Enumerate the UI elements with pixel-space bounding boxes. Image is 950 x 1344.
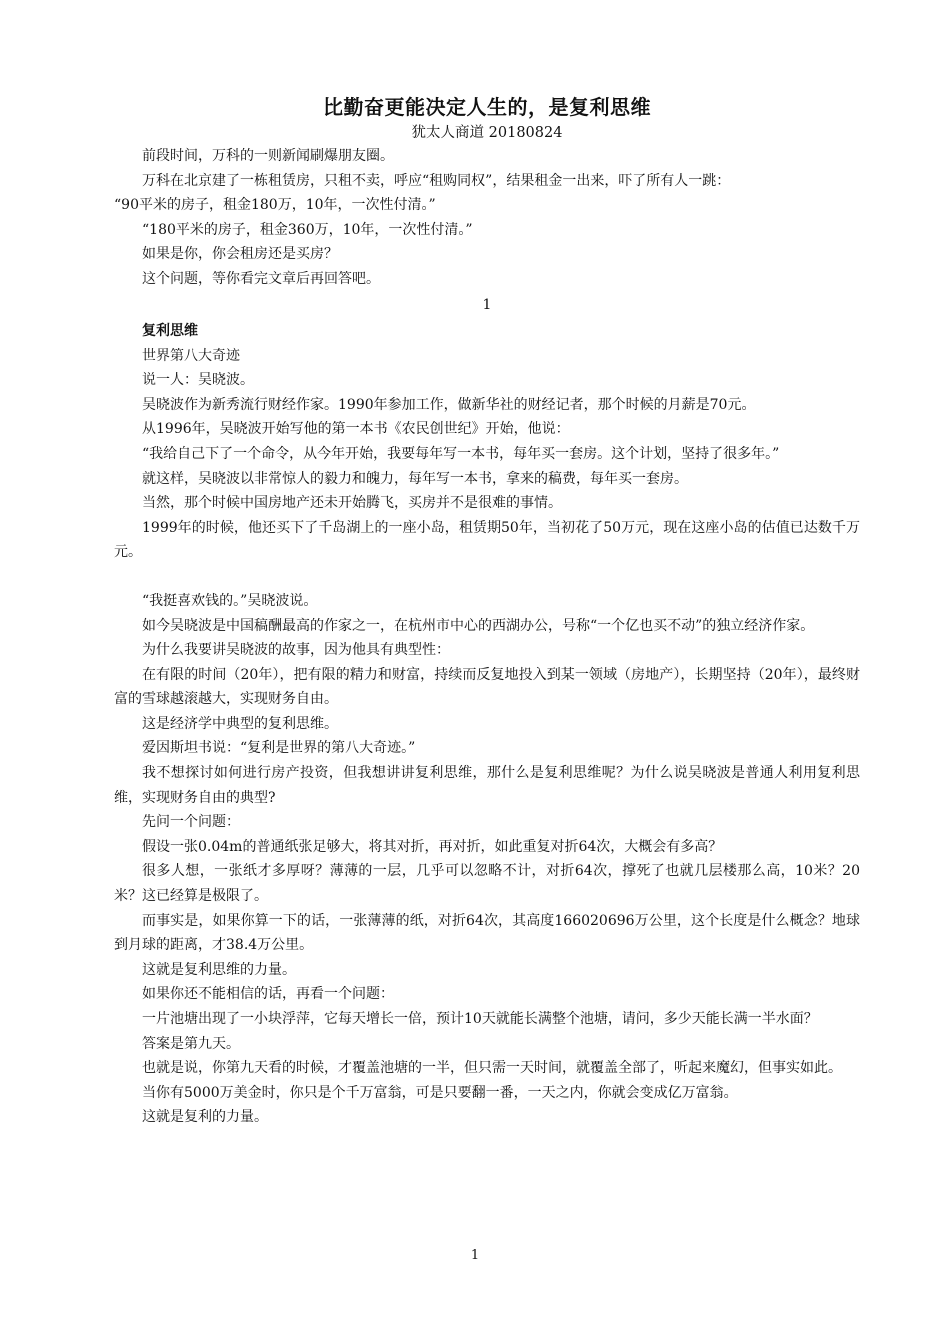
blank-line: [114, 565, 860, 589]
paragraph: 这就是复利的力量。: [142, 1109, 268, 1126]
paragraph: 1999年的时候，他还买下了千岛湖上的一座小岛，租赁期50年，当初花了50万元，现在这座小岛的估值已达数千万元。: [114, 519, 860, 561]
paragraph: 假设一张0.04m的普通纸张足够大，将其对折，再对折，如此重复对折64次，大概会有多高？: [142, 838, 723, 855]
paragraph: 当然，那个时候中国房地产还未开始腾飞，买房并不是很难的事情。: [142, 495, 562, 512]
paragraph: 而事实是，如果你算一下的话，一张薄薄的纸，对折64次，其高度166020696万公里，这个长度是什么概念？地球到月球的距离，才38.4万公里。: [114, 912, 860, 954]
body-section-b: [114, 589, 860, 1130]
paragraph: 先问一个问题：: [142, 814, 240, 831]
paragraph: 说一人：吴晓波。: [142, 372, 254, 389]
page-number: 1: [470, 1248, 480, 1263]
section-number: 1: [482, 296, 492, 313]
paragraph: 如果你还不能相信的话，再看一个问题：: [142, 986, 394, 1003]
document-title: 比勤奋更能决定人生的，是复利思维: [323, 95, 651, 119]
paragraph: 为什么我要讲吴晓波的故事，因为他具有典型性：: [142, 642, 450, 659]
paragraph: 就这样，吴晓波以非常惊人的毅力和魄力，每年写一本书，拿来的稿费，每年买一套房。: [142, 470, 688, 487]
paragraph: 前段时间，万科的一则新闻刷爆朋友圈。: [142, 148, 394, 164]
paragraph: 这就是复利思维的力量。: [142, 961, 296, 978]
document-page: [114, 92, 860, 1130]
section-title: 复利思维: [142, 322, 198, 339]
paragraph: 爱因斯坦书说：“复利是世界的第八大奇迹。”: [142, 740, 416, 757]
intro-section: [114, 144, 860, 292]
paragraph: “我给自己下了一个命令，从今年开始，我要每年写一本书，每年买一套房。这个计划，坚持了很多年。”: [142, 445, 780, 462]
paragraph: 从1996年，吴晓波开始写他的第一本书《农民创世纪》开始，他说：: [142, 421, 570, 438]
paragraph: 也就是说，你第九天看的时候，才覆盖池塘的一半，但只需一天时间，就覆盖全部了，听起来魔幻，但事实如此。: [142, 1060, 842, 1077]
document-source: 犹太人商道 20180824: [411, 125, 563, 141]
paragraph: 这是经济学中典型的复利思维。: [142, 715, 338, 732]
paragraph: 很多人想，一张纸才多厚呀？薄薄的一层，几乎可以忽略不计，对折64次，撑死了也就几层楼那么高，10米？20米？这已经算是极限了。: [114, 863, 860, 905]
paragraph: “180平米的房子，租金360万，10年，一次性付清。”: [142, 221, 473, 238]
paragraph: 在有限的时间（20年），把有限的精力和财富，持续而反复地投入到某一领域（房地产），长期坚持（20年），最终财富的雪球越滚越大，实现财务自由。: [114, 666, 860, 708]
paragraph: “我挺喜欢钱的。”吴晓波说。: [142, 592, 318, 609]
paragraph: 吴晓波作为新秀流行财经作家。1990年参加工作，做新华社的财经记者，那个时候的月薪是70元。: [142, 396, 756, 413]
paragraph: 一片池塘出现了一小块浮萍，它每天增长一倍，预计10天就能长满整个池塘，请问，多少天能长满一半水面？: [142, 1011, 818, 1027]
paragraph: “90平米的房子，租金180万，10年，一次性付清。”: [114, 197, 436, 214]
paragraph: 万科在北京建了一栋租赁房，只租不卖，呼应“租购同权”，结果租金一出来，吓了所有人一跳：: [142, 172, 731, 189]
paragraph: 如今吴晓波是中国稿酬最高的作家之一，在杭州市中心的西湖办公，号称“一个亿也买不动”的独立经济作家。: [142, 617, 815, 634]
paragraph: 当你有5000万美金时，你只是个千万富翁，可是只要翻一番，一天之内，你就会变成亿万富翁。: [142, 1084, 738, 1101]
paragraph: 这个问题，等你看完文章后再回答吧。: [142, 270, 380, 287]
paragraph: 世界第八大奇迹: [142, 347, 240, 364]
paragraph: 如果是你，你会租房还是买房？: [142, 246, 338, 263]
body-section-a: [114, 344, 860, 565]
paragraph: 答案是第九天。: [142, 1035, 240, 1052]
paragraph: 我不想探讨如何进行房产投资，但我想讲讲复利思维，那什么是复利思维呢？为什么说吴晓波是普通人利用复利思维，实现财务自由的典型?: [114, 765, 860, 806]
